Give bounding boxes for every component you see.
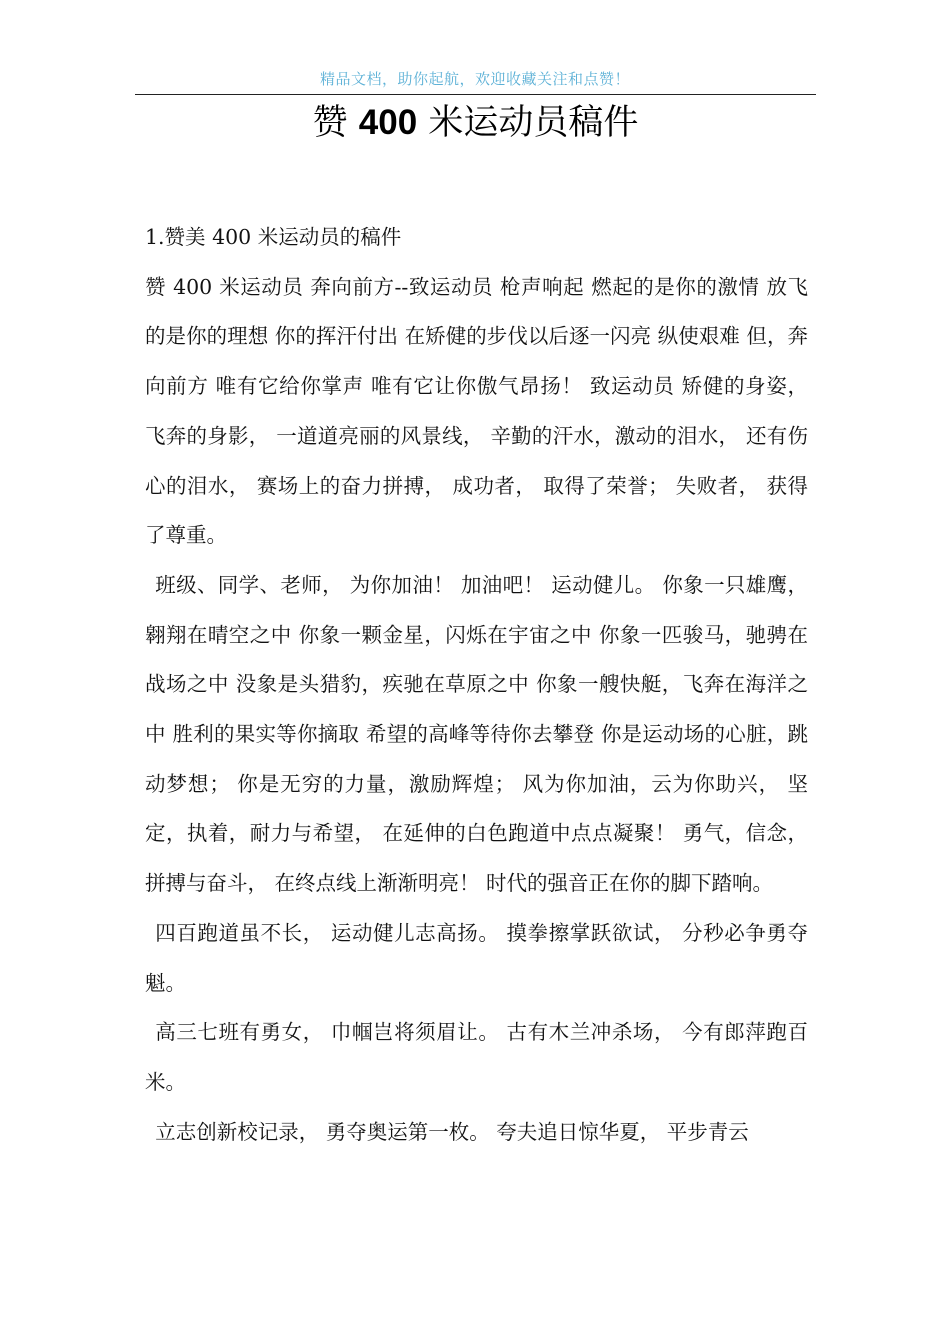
title-number: 400	[358, 103, 418, 142]
page-header: 精品文档，助你起航，欢迎收藏关注和点赞！	[319, 70, 630, 88]
paragraph: 班级、同学、老师， 为你加油！ 加油吧！ 运动健儿。 你象一只雄鹰，翱翔在晴空之中 你象一颗金星，闪烁在宇宙之中 你象一匹骏马，驰骋在战场之中 没象是头猎豹，疾驰在草原之中 你象一艘快艇，飞奔在海洋之中 胜利的果实等你摘取 希望的高峰等待你去攀登 你是运动场的心脏，跳动梦想； 你是无穷的力量，激励辉煌； 风为你加油，云为你助兴， 坚定，执着，耐力与希望， 在延伸的白色跑道中点点凝聚！ 勇气，信念，拼搏与奋斗， 在终点线上渐渐明亮！ 时代的强音正在你的脚下踏响。	[145, 572, 808, 896]
document-title	[135, 100, 816, 146]
paragraph: 赞 400 米运动员 奔向前方--致运动员 枪声响起 燃起的是你的激情 放飞的是你的理想 你的挥汗付出 在矫健的步伐以后逐一闪亮 纵使艰难 但，奔向前方 唯有它给你掌声 唯有它让你傲气昂扬！ 致运动员 矫健的身姿， 飞奔的身影， 一道道亮丽的风景线， 辛勤的汗水，激动的泪水， 还有伤心的泪水， 赛场上的奋力拼搏， 成功者， 取得了荣誉； 失败者， 获得了尊重。	[145, 274, 808, 548]
header-divider	[135, 94, 816, 95]
title-prefix: 赞	[312, 103, 359, 143]
document-body	[145, 213, 808, 1157]
section-heading: 1.赞美 400 米运动员的稿件	[145, 225, 402, 249]
paragraph: 高三七班有勇女， 巾帼岂将须眉让。 古有木兰冲杀场， 今有郎萍跑百米。	[145, 1020, 808, 1094]
title-suffix: 米运动员稿件	[417, 103, 639, 143]
paragraph: 立志创新校记录， 勇夺奥运第一枚。 夸夫追日惊华夏， 平步青云	[155, 1119, 749, 1144]
paragraph: 四百跑道虽不长， 运动健儿志高扬。 摸拳擦掌跃欲试， 分秒必争勇夺魁。	[145, 920, 808, 995]
